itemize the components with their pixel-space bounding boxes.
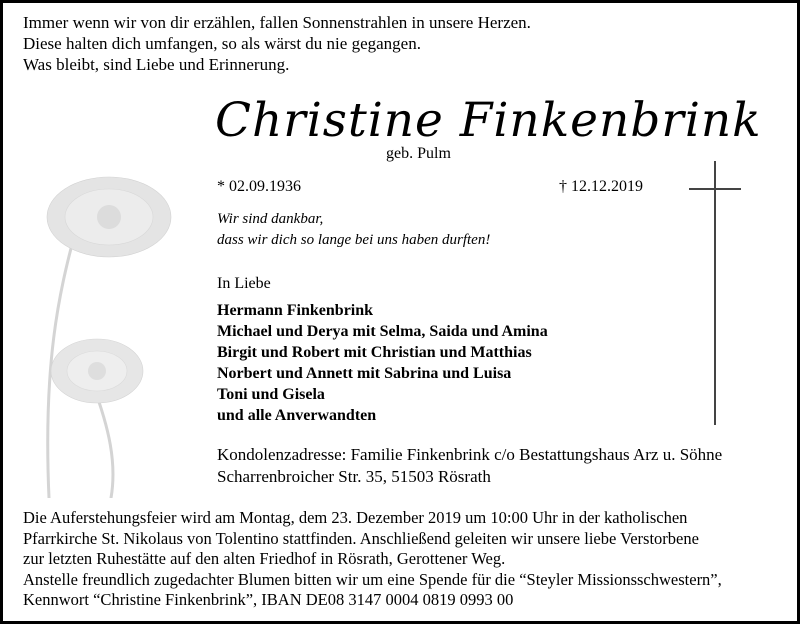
funeral-line: Die Auferstehungsfeier wird am Montag, dem 23. Dezember 2019 um 10:00 Uhr in der katholischen xyxy=(23,508,688,527)
birth-name: geb. Pulm xyxy=(386,145,451,162)
funeral-line: zur letzten Ruhestätte auf den alten Friedhof in Rösrath, Gerottener Weg. xyxy=(23,549,506,568)
birth-date: * 02.09.1936 xyxy=(217,178,301,195)
mourners-intro: In Liebe xyxy=(217,275,271,292)
quote-line: Wir sind dankbar, xyxy=(217,211,324,227)
funeral-line: Pfarrkirche St. Nikolaus von Tolentino stattfinden. Anschließend geleiten wir unsere liebe Verstorbene xyxy=(23,528,699,548)
funeral-info xyxy=(23,508,722,611)
death-date: † 12.12.2019 xyxy=(559,178,643,195)
cross-icon xyxy=(689,161,741,425)
mourner-line: und alle Anverwandten xyxy=(217,407,377,424)
mourner-line: Hermann Finkenbrink xyxy=(217,302,374,319)
gerbera-flowers-icon xyxy=(25,153,175,498)
mourners-list xyxy=(217,300,548,426)
funeral-line: Anstelle freundlich zugedachter Blumen bitten wir um eine Spende für die “Steyler Missionsschwestern”, xyxy=(23,569,722,589)
mourner-line: Birgit und Robert mit Christian und Matthias xyxy=(217,344,532,361)
condolence-address xyxy=(217,444,722,488)
mourner-line: Toni und Gisela xyxy=(217,386,325,403)
intro-line: Was bleibt, sind Liebe und Erinnerung. xyxy=(23,55,290,74)
intro-line: Immer wenn wir von dir erzählen, fallen Sonnenstrahlen in unsere Herzen. xyxy=(23,13,531,32)
intro-line: Diese halten dich umfangen, so als wärst du nie gegangen. xyxy=(23,34,421,53)
quote-line: dass wir dich so lange bei uns haben durften! xyxy=(217,232,491,248)
mourner-line: Norbert und Annett mit Sabrina und Luisa xyxy=(217,365,512,382)
intro-verse xyxy=(23,12,531,75)
condolence-line: Scharrenbroicher Str. 35, 51503 Rösrath xyxy=(217,467,491,486)
mourner-line: Michael und Derya mit Selma, Saida und Amina xyxy=(217,323,548,340)
condolence-line: Kondolenzadresse: Familie Finkenbrink c/o Bestattungshaus Arz u. Söhne xyxy=(217,445,723,464)
funeral-line: Kennwort “Christine Finkenbrink”, IBAN DE08 3147 0004 0819 0993 00 xyxy=(23,590,514,609)
deceased-name: Christine Finkenbrink xyxy=(215,93,762,148)
quote xyxy=(217,209,490,251)
